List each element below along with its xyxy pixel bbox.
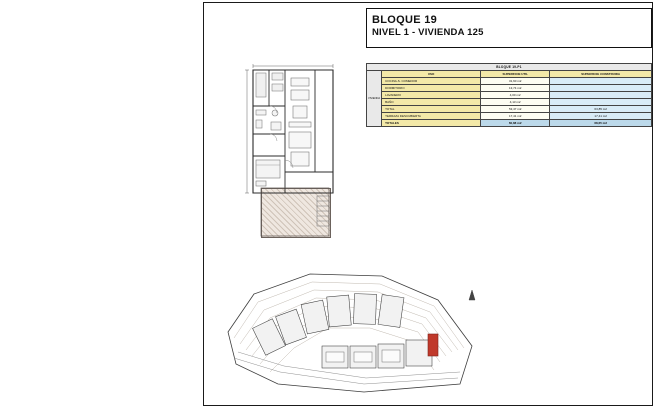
row-built bbox=[550, 85, 652, 92]
table-row-subtotal bbox=[367, 106, 652, 113]
row-use: TERRAZA DESCUBIERTA bbox=[382, 113, 481, 120]
area-table-caption: BLOQUE 19-P1 bbox=[367, 64, 652, 71]
row-use: DORMITORIO bbox=[382, 85, 481, 92]
table-caption-row bbox=[367, 64, 652, 71]
col-header-use: USO bbox=[382, 71, 481, 78]
floor-plan bbox=[239, 60, 344, 245]
row-use: COCINA-S. COMEDOR bbox=[382, 78, 481, 85]
row-built: 17,41 m2 bbox=[550, 113, 652, 120]
row-use: TOTAL bbox=[382, 106, 481, 113]
drawing-sheet-inner bbox=[206, 5, 650, 403]
table-row bbox=[367, 92, 652, 99]
row-use: LAVADERO bbox=[382, 92, 481, 99]
table-row bbox=[367, 99, 652, 106]
title-block bbox=[366, 8, 652, 48]
row-useful: 4,13 m2 bbox=[481, 99, 550, 106]
drawing-sheet bbox=[203, 2, 653, 406]
row-useful: 31,60 m2 bbox=[481, 78, 550, 85]
total-built: 68,65 m2 bbox=[550, 120, 652, 127]
row-useful: 53,47 m2 bbox=[481, 106, 550, 113]
row-built: 63,85 m2 bbox=[550, 106, 652, 113]
page-subtitle: NIVEL 1 - VIVIENDA 125 bbox=[372, 27, 484, 38]
row-useful: 17,41 m2 bbox=[481, 113, 550, 120]
row-use: BAÑO bbox=[382, 99, 481, 106]
table-header-row bbox=[367, 71, 652, 78]
table-total-row bbox=[367, 120, 652, 127]
col-header-built: SUPERFICIE CONSTRUIDA bbox=[550, 71, 652, 78]
site-plan bbox=[214, 260, 494, 400]
row-useful: 4,00 m2 bbox=[481, 92, 550, 99]
total-useful: 60,88 m2 bbox=[481, 120, 550, 127]
floor-plan-drawing bbox=[239, 60, 344, 245]
col-header-useful: SUPERFICIE UTIL bbox=[481, 71, 550, 78]
total-label: TOTALES bbox=[382, 120, 481, 127]
site-plan-drawing bbox=[214, 260, 494, 400]
table-row bbox=[367, 78, 652, 85]
row-built bbox=[550, 78, 652, 85]
area-table bbox=[366, 63, 652, 127]
row-useful: 13,74 m2 bbox=[481, 85, 550, 92]
page-title: BLOQUE 19 bbox=[372, 14, 438, 26]
table-row bbox=[367, 85, 652, 92]
row-built bbox=[550, 92, 652, 99]
row-built bbox=[550, 99, 652, 106]
table-row bbox=[367, 113, 652, 120]
area-table-sidelabel: VIVIENDA bbox=[367, 71, 382, 127]
